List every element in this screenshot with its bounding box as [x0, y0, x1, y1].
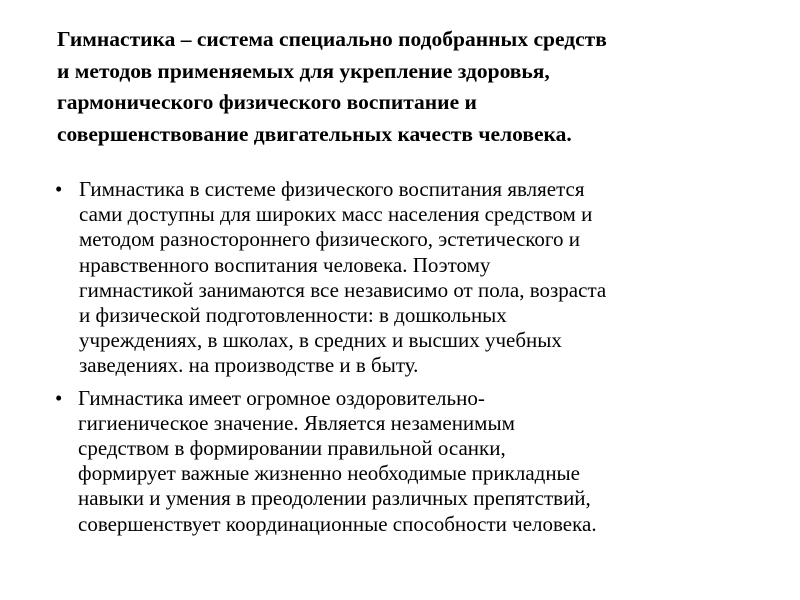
bullet-text: Гимнастика имеет огромное оздоровительно- гигиеническое значение. Является незаменимым средством в формировании правильной осанки, формирует важные жизненно необходимые прикладные навыки и умения в преодолении различных препятствий, совершенствует координационные способности человека. [78, 385, 597, 536]
bullet-item [0, 386, 768, 537]
bullet-item [0, 177, 769, 379]
bullet-marker: • [55, 385, 63, 410]
bullet-list [0, 177, 800, 537]
bullet-marker: • [55, 177, 63, 201]
bullet-text: Гимнастика в системе физического воспитания является сами доступны для широких масс населения средством и методом разностороннего физического, эстетического и нравственного воспитания человека. Поэтому гимнастикой занимаются все независимо от пола, возраста и физической подготовленности: в дошкольных учреждениях, в школах, в средних и высших учебных заведениях. на производстве и в быту. [79, 177, 607, 378]
slide-title: Гимнастика – система специально подобранных средств и методов применяемых для укрепление здоровья, гармонического физического воспитание и совершенствование двигательных качеств человека. [57, 27, 607, 146]
